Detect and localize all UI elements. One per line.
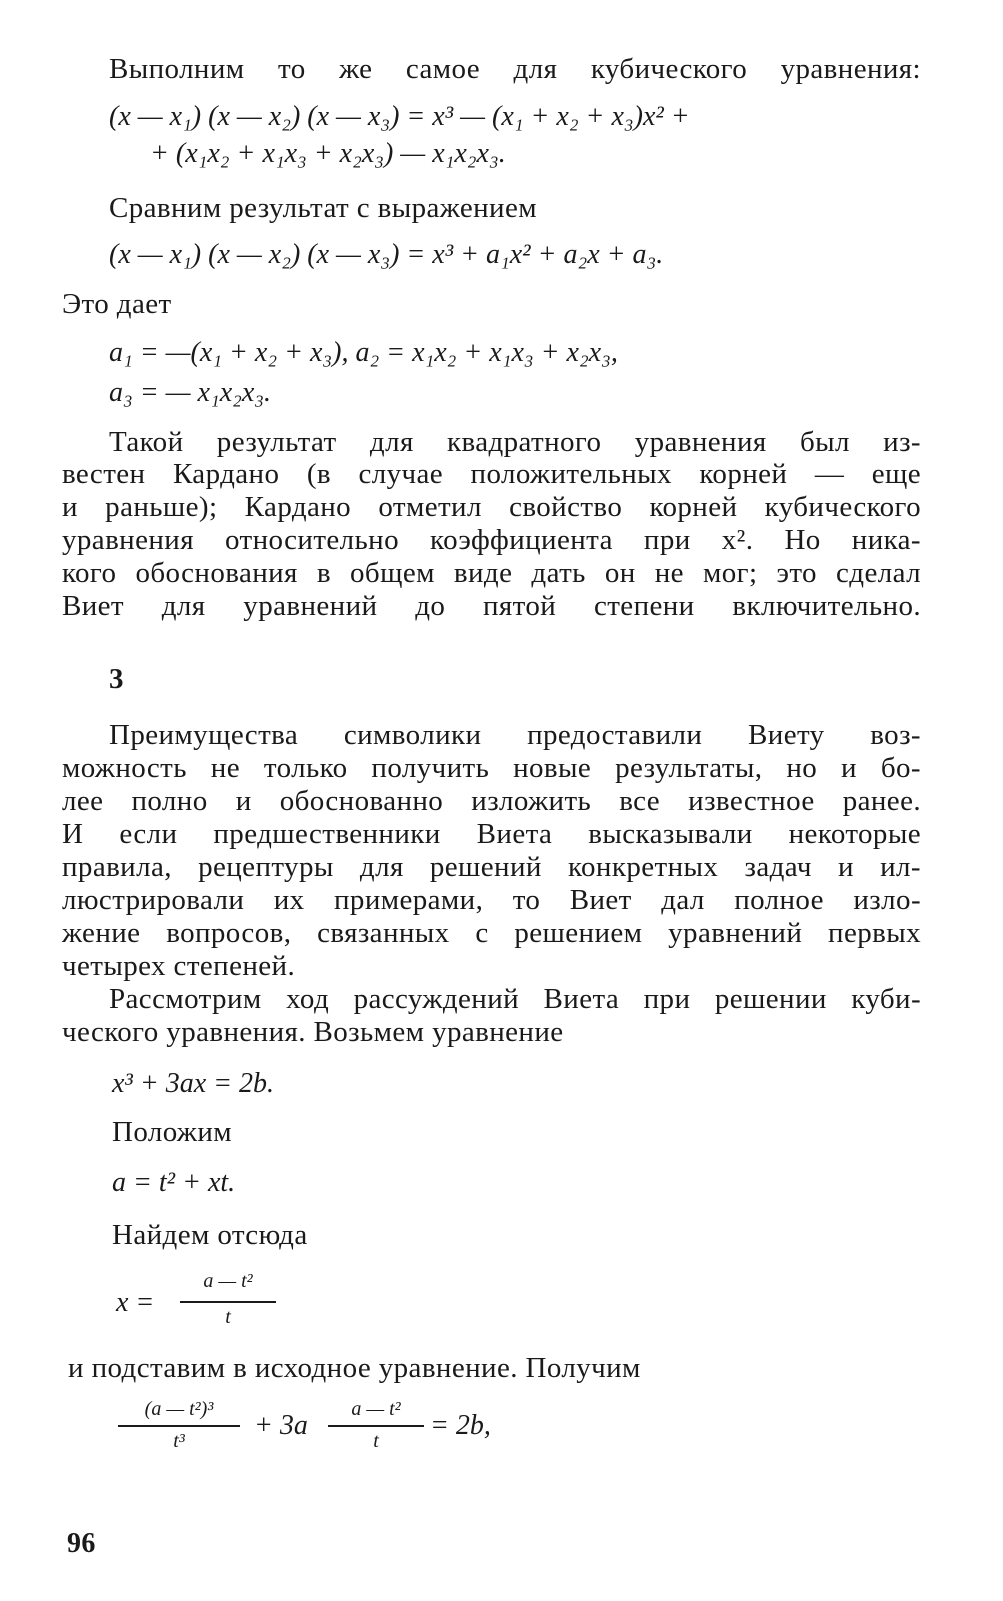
fraction-bar [328, 1425, 424, 1427]
equation-a3: a₃ = — x₁x₂x₃. [109, 377, 272, 408]
equation-cubic-general: (x — x₁) (x — x₂) (x — x₃) = x³ + a₁x² + a₂x + a₃. [109, 239, 664, 270]
paragraph-line: уравнения относительно коэффициента при x². Но ника- [62, 524, 921, 556]
paragraph-line: и раньше); Кардано отметил свойство корней кубического [62, 491, 921, 523]
paragraph-line: четырех степеней. [62, 950, 296, 982]
equation-cubic-expansion: (x — x₁) (x — x₂) (x — x₃) = x³ — (x₁ + x₂ + x₃)x² + [109, 101, 690, 132]
fraction-bar [118, 1425, 240, 1427]
paragraph-line: Преимущества символики предоставили Виету воз- [109, 719, 921, 751]
text-line: Выполним то же самое для кубического уравнения: [109, 53, 921, 85]
paragraph-line: Рассмотрим ход рассуждений Виета при решении куби- [109, 983, 921, 1015]
text-line: и подставим в исходное уравнение. Получим [68, 1352, 641, 1384]
equation-rhs: = 2b, [430, 1410, 491, 1441]
fraction-numerator: (a — t²)³ [144, 1398, 214, 1420]
equation-cubic-expansion-cont: + (x₁x₂ + x₁x₃ + x₂x₃) — x₁x₂x₃. [150, 138, 506, 169]
fraction-numerator: a — t² [351, 1398, 401, 1420]
paragraph-line: кого обоснования в общем виде дать он не мог; это сделал [62, 557, 921, 589]
paragraph-line: жение вопросов, связанных с решением уравнений первых [62, 917, 921, 949]
paragraph-line: Такой результат для квадратного уравнения был из- [109, 426, 921, 458]
paragraph-line: ческого уравнения. Возьмем уравнение [62, 1016, 564, 1048]
paragraph-line: можность не только получить новые результаты, но и бо- [62, 752, 921, 784]
paragraph-line: Виет для уравнений до пятой степени включительно. [62, 590, 921, 622]
text-line: Сравним результат с выражением [109, 192, 537, 224]
fraction-bar [180, 1301, 276, 1303]
text-line: Найдем отсюда [112, 1219, 308, 1251]
text-line: Это дает [62, 288, 172, 320]
fraction-denominator: t [225, 1306, 231, 1328]
paragraph-line: вестен Кардано (в случае положительных корней — еще [62, 458, 921, 490]
equation-x-lhs: x = [116, 1287, 155, 1318]
page-number: 96 [67, 1528, 96, 1559]
fraction-denominator: t³ [173, 1430, 185, 1452]
equation-cubic-vieta: x³ + 3ax = 2b. [112, 1068, 275, 1099]
paragraph-line: И если предшественники Виета высказывали некоторые [62, 818, 921, 850]
paragraph-line: лее полно и обоснованно изложить все известное ранее. [62, 785, 921, 817]
equation-coefficients: a₁ = —(x₁ + x₂ + x₃), a₂ = x₁x₂ + x₁x₃ + x₂x₃, [109, 337, 618, 368]
text-line: Положим [112, 1116, 233, 1148]
fraction-numerator: a — t² [203, 1270, 253, 1292]
paragraph-line: правила, рецептуры для решений конкретных задач и ил- [62, 851, 921, 883]
fraction-denominator: t [373, 1430, 379, 1452]
section-number: 3 [109, 663, 124, 695]
equation-term: + 3a [254, 1410, 308, 1441]
equation-substitution: a = t² + xt. [112, 1167, 236, 1198]
paragraph-line: люстрировали их примерами, то Виет дал полное изло- [62, 884, 921, 916]
